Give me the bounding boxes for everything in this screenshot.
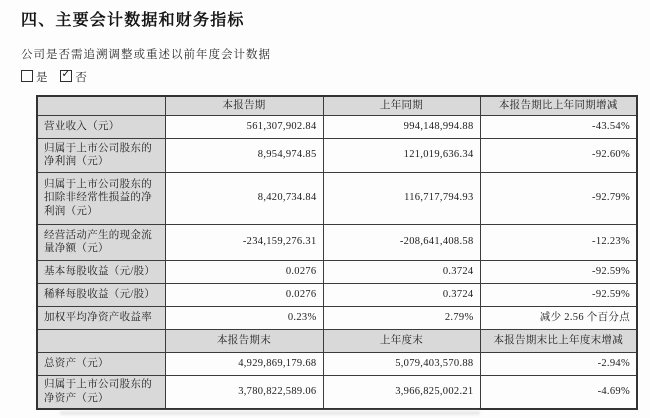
- value-prior: 0.3724: [323, 283, 480, 306]
- row-label: 营业收入（元）: [37, 115, 165, 138]
- column-header-prior: 上年度末: [323, 329, 480, 352]
- scan-artifact: [60, 411, 480, 415]
- table-row: [37, 375, 637, 409]
- checkbox-unchecked-icon: [21, 70, 33, 82]
- corner-cell: [37, 329, 165, 352]
- value-prior: 121,019,636.34: [323, 138, 480, 172]
- value-change: -92.59%: [480, 283, 637, 306]
- value-change: -92.59%: [480, 260, 637, 283]
- column-header-current: 本报告期末: [165, 329, 323, 352]
- value-change: 减少 2.56 个百分点: [480, 306, 637, 329]
- value-prior: -208,641,408.58: [323, 224, 480, 260]
- table-row: [37, 172, 637, 224]
- value-prior: 3,966,825,002.21: [323, 375, 480, 409]
- value-prior: 2.79%: [323, 306, 480, 329]
- value-current: 8,954,974.85: [165, 138, 323, 172]
- value-current: 0.0276: [165, 260, 323, 283]
- section-title: 四、主要会计数据和财务指标: [21, 12, 245, 29]
- option-yes-label: 是: [36, 72, 48, 84]
- value-prior: 994,148,994.88: [323, 115, 480, 138]
- check-icon: ✓: [61, 67, 72, 80]
- value-current: -234,159,276.31: [165, 224, 323, 260]
- table-row: [37, 138, 637, 172]
- value-current: 561,307,902.84: [165, 115, 323, 138]
- option-yes: [21, 72, 48, 84]
- value-prior: 5,079,403,570.88: [323, 352, 480, 375]
- row-label: 总资产（元）: [37, 352, 165, 375]
- option-no: [60, 67, 88, 84]
- period-header-row: [37, 96, 637, 115]
- row-label: 基本每股收益（元/股）: [37, 260, 165, 283]
- option-no-label: 否: [75, 72, 88, 84]
- row-label: 归属于上市公司股东的净资产（元）: [37, 375, 165, 409]
- restatement-options: [21, 69, 96, 85]
- value-current: 3,780,822,589.06: [165, 375, 323, 409]
- column-header-change: 本报告期末比上年度末增减: [480, 329, 637, 352]
- value-current: 0.23%: [165, 306, 323, 329]
- table-row: [37, 224, 637, 260]
- value-change: -12.23%: [480, 224, 637, 260]
- table-row: [37, 306, 637, 329]
- yearend-header-row: [37, 329, 637, 352]
- value-change: -92.60%: [480, 138, 637, 172]
- value-current: 4,929,869,179.68: [165, 352, 323, 375]
- corner-cell: [37, 96, 165, 115]
- row-label: 归属于上市公司股东的净利润（元）: [37, 138, 165, 172]
- column-header-current: 本报告期: [165, 96, 323, 115]
- value-change: -2.94%: [480, 352, 637, 375]
- table-row: [37, 260, 637, 283]
- column-header-prior: 上年同期: [323, 96, 480, 115]
- value-change: -43.54%: [480, 115, 637, 138]
- restatement-question: 公司是否需追溯调整或重述以前年度会计数据: [21, 49, 271, 61]
- value-prior: 0.3724: [323, 260, 480, 283]
- value-current: 8,420,734.84: [165, 172, 323, 224]
- checkbox-checked-icon: [60, 67, 72, 82]
- value-current: 0.0276: [165, 283, 323, 306]
- row-label: 归属于上市公司股东的扣除非经常性损益的净利润（元）: [37, 172, 165, 224]
- row-label: 加权平均净资产收益率: [37, 306, 165, 329]
- column-header-change: 本报告期比上年同期增减: [480, 96, 637, 115]
- row-label: 经营活动产生的现金流量净额（元）: [37, 224, 165, 260]
- financial-indicators-table: [36, 95, 638, 410]
- table-row: [37, 352, 637, 375]
- table-row: [37, 283, 637, 306]
- value-change: -92.79%: [480, 172, 637, 224]
- value-change: -4.69%: [480, 375, 637, 409]
- value-prior: 116,717,794.93: [323, 172, 480, 224]
- table-row: [37, 115, 637, 138]
- row-label: 稀释每股收益（元/股）: [37, 283, 165, 306]
